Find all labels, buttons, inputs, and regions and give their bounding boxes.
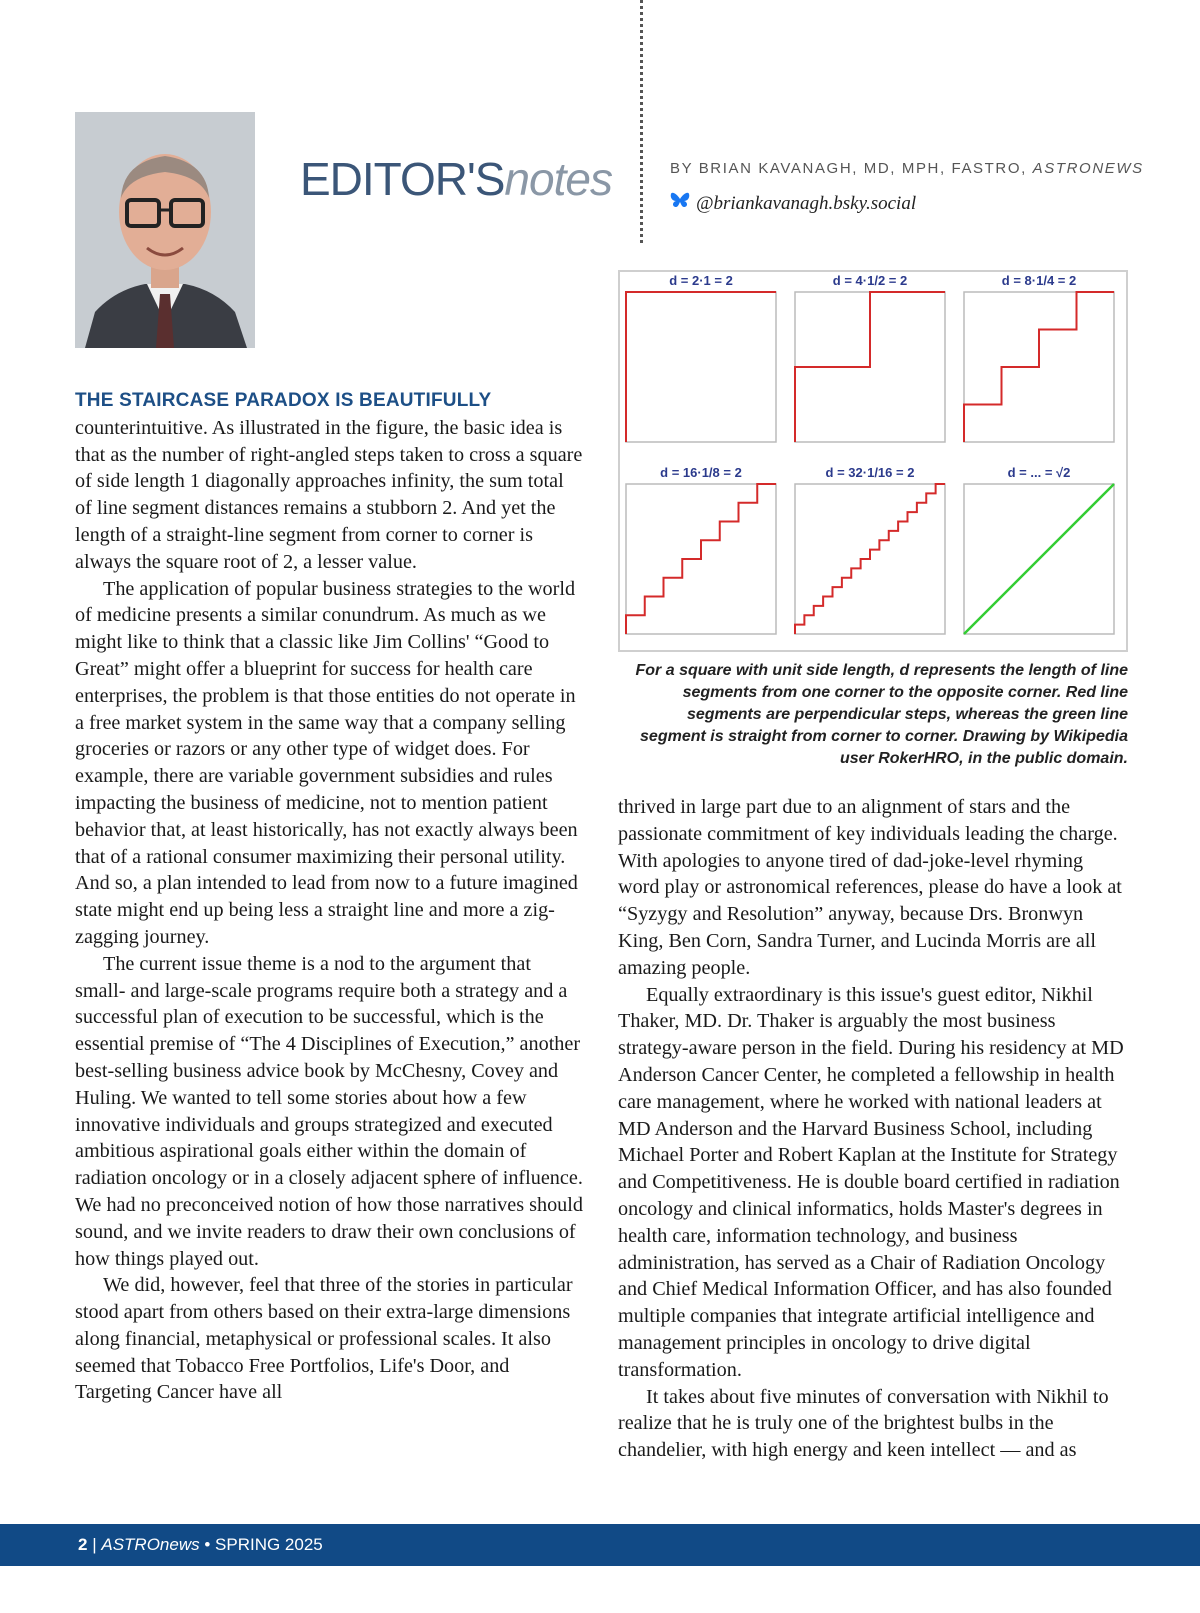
panel-label: d = 8·1/4 = 2 — [1001, 273, 1077, 288]
lead-in: THE STAIRCASE PARADOX IS BEAUTIFULLY — [75, 390, 492, 411]
social-handle[interactable]: @briankavanagh.bsky.social — [696, 193, 917, 214]
section-title-main: EDITOR'S — [300, 153, 505, 205]
section-title-italic: notes — [504, 153, 612, 205]
butterfly-icon — [670, 193, 690, 214]
panel-label: d = 4·1/2 = 2 — [832, 273, 908, 288]
paragraph-1-text: counterintuitive. As illustrated in the figure, the basic idea is that as the number of right-angled steps taken to cross a square of side length 1 diagonally approaches infinity, the sum total of line segment distances remains a stubborn 2. And yet the length of a straight-line segment from corner to corner is always the square root of 2, a lesser value. — [75, 416, 583, 573]
article-paragraph: The application of popular business strategies to the world of medicine presents a similar conundrum. As much as we might like to think that a classic like Jim Collins' “Good to Great” might offer a blueprint for success for health care enterprises, the problem is that those entities do not operate in a free market system in the same way that a company selling groceries or razors or any other type of widget does. For example, there are variable government subsidies and rules impacting the business of medicine, not to mention patient behavior that, at least historically, has not exactly always been that of a rational consumer maximizing their personal utility. And so, a plan intended to lead from now to a future imagined state might end up being less a straight line and more a zig-zagging journey. — [75, 577, 578, 948]
article-paragraph: We did, however, feel that three of the stories in particular stood apart from others based on their extra-large dimensions along financial, metaphysical or professional scales. It also seemed that Tobacco Free Portfolios, Life's Door, and Targeting Cancer have all — [75, 1274, 573, 1404]
panel-label: d = 16·1/8 = 2 — [660, 465, 742, 480]
byline-author: BY BRIAN KAVANAGH, MD, MPH, FASTRO, — [670, 160, 1033, 177]
section-title — [300, 152, 612, 206]
panel-label: d = 32·1/16 = 2 — [825, 465, 915, 480]
byline — [670, 160, 1144, 177]
panel-label: d = ... = √2 — [1007, 465, 1071, 480]
panel-label: d = 2·1 = 2 — [669, 273, 733, 288]
article-column-right — [618, 794, 1128, 1464]
footer-issue: SPRING 2025 — [215, 1535, 323, 1554]
article-paragraph: It takes about five minutes of conversation with Nikhil to realize that he is truly one of the brightest bulbs in the chandelier, with high energy and keen intellect — and as — [618, 1385, 1109, 1462]
byline-publication: ASTRONEWS — [1032, 160, 1144, 177]
footer-separator: | — [92, 1535, 97, 1554]
article-paragraph — [75, 387, 585, 576]
footer-publication: ASTROnews — [101, 1535, 200, 1554]
panel-frame — [626, 292, 776, 442]
author-photo — [75, 112, 255, 348]
footer-bullet: • — [204, 1535, 211, 1554]
article-paragraph: thrived in large part due to an alignment of stars and the passionate commitment of key individuals leading the charge. With apologies to anyone tired of dad-joke-level rhyming word play or astronomical references, please do have a look at “Syzygy and Resolution” anyway, because Drs. Bronwyn King, Ben Corn, Sandra Turner, and Lucinda Morris are all amazing people. — [618, 796, 1122, 979]
article-paragraph: Equally extraordinary is this issue's guest editor, Nikhil Thaker, MD. Dr. Thaker is arguably the most business strategy-aware person in the field. During his residency at MD Anderson Cancer Center, he completed a fellowship in health care management, where he worked with national leaders at MD Anderson and the Harvard Business School, including Michael Porter and Robert Kaplan at the Institute for Strategy and Competitiveness. He is double board certified in radiation oncology and clinical informatics, holds Master's degrees in health care, information technology, and business administration, has served as a Chair of Radiation Oncology and Chief Medical Information Officer, and has also founded multiple companies that integrate artificial intelligence and management principles in oncology to drive digital transformation. — [618, 983, 1124, 1381]
social-handle-row — [670, 192, 916, 215]
page-number: 2 — [78, 1535, 88, 1554]
figure-caption: For a square with unit side length, d represents the length of line segments from one corner to the opposite corner. Red line segments are perpendicular steps, whereas the green line segment is straight from corner to corner. Drawing by Wikipedia user RokerHRO, in the public domain. — [635, 662, 1128, 767]
article-paragraph: The current issue theme is a nod to the argument that small- and large-scale programs require both a strategy and a successful plan of execution to be successful, which is the essential premise of “The 4 Disciplines of Execution,” another best-selling business advice book by McChesny, Covey and Huling. We wanted to tell some stories about how a few innovative individuals and groups strategized and executed ambitious aspirational goals either within the domain of radiation oncology or in a closely adjacent sphere of influence. We had no preconceived notion of how those narratives should sound, and we invite readers to draw their own conclusions of how things played out. — [75, 952, 583, 1270]
article-column-left — [75, 387, 585, 1406]
header-divider — [640, 0, 643, 243]
page-footer — [0, 1524, 1200, 1566]
staircase-figure — [618, 270, 1128, 652]
